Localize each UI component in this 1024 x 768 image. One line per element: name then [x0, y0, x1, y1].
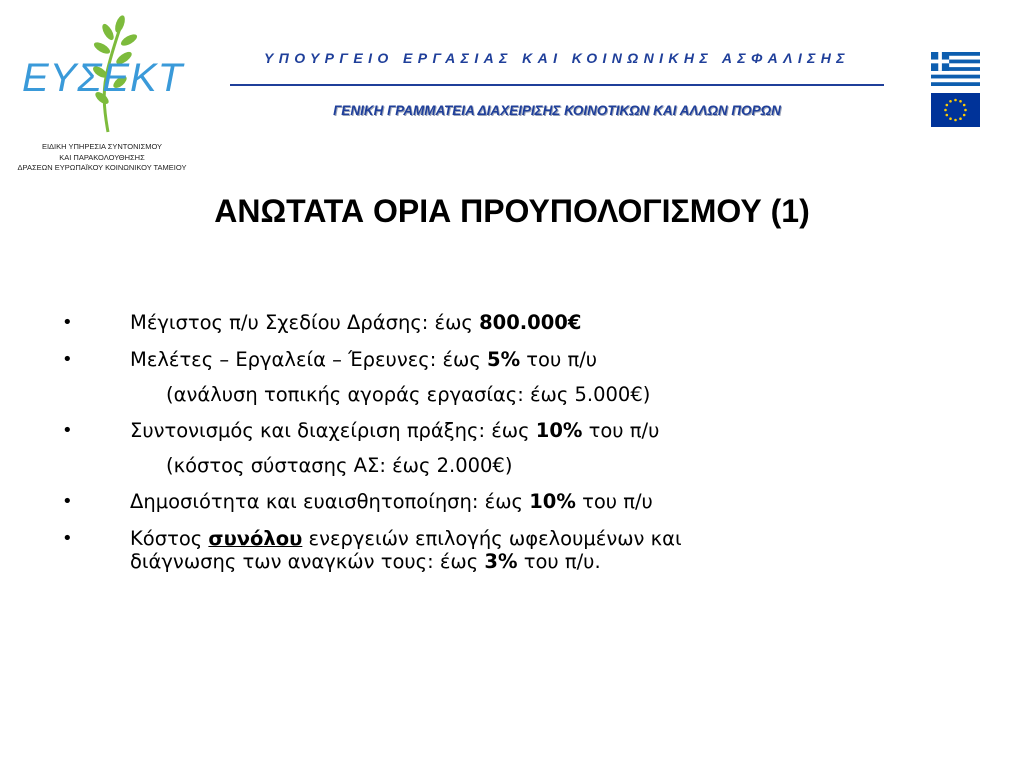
- slide-title: ΑΝΩΤΑΤΑ ΟΡΙΑ ΠΡΟΥΠΟΛΟΓΙΣΜΟΥ (1): [214, 193, 810, 229]
- bullet-list: [60, 308, 960, 584]
- secretariat-heading: ΓΕΝΙΚΗ ΓΡΑΜΜΑΤΕΙΑ ΔΙΑΧΕΙΡΙΣΗΣ ΚΟΙΝΟΤΙΚΩΝ ΚΑΙ ΑΛΛΩΝ ΠΟΡΩΝ: [333, 103, 781, 118]
- item-value: 800.000€: [479, 311, 582, 334]
- bullet-icon: •: [62, 420, 73, 441]
- item-text: του π/υ: [520, 348, 598, 371]
- eu-flag-icon: [931, 93, 980, 127]
- logo: [12, 10, 192, 180]
- list-item: [60, 345, 960, 375]
- item-note: (κόστος σύστασης ΑΣ: έως 2.000€): [166, 454, 513, 477]
- ministry-heading: ΥΠΟΥΡΓΕΙΟ ΕΡΓΑΣΙΑΣ ΚΑΙ ΚΟΙΝΩΝΙΚΗΣ ΑΣΦΑΛΙΣΗΣ: [264, 50, 850, 66]
- bullet-icon: •: [62, 528, 73, 549]
- header-divider: [230, 84, 884, 86]
- item-text: Μελέτες – Εργαλεία – Έρευνες: έως: [130, 348, 487, 371]
- logo-caption-line: ΔΡΑΣΕΩΝ ΕΥΡΩΠΑΪΚΟΥ ΚΟΙΝΩΝΙΚΟΥ ΤΑΜΕΙΟΥ: [17, 163, 187, 172]
- item-text: Κόστος: [130, 527, 209, 550]
- item-value: 10%: [529, 490, 576, 513]
- list-item: [60, 487, 960, 517]
- logo-caption-line: ΚΑΙ ΠΑΡΑΚΟΛΟΥΘΗΣΗΣ: [59, 152, 145, 162]
- logo-wordmark: ΕΥΣΕΚΤ: [22, 56, 184, 100]
- item-text: ενεργειών επιλογής ωφελουμένων και: [302, 527, 682, 550]
- item-text: του π/υ: [582, 419, 660, 442]
- item-text: του π/υ.: [517, 550, 601, 573]
- greek-flag-icon: [931, 52, 980, 86]
- logo-caption: [12, 142, 192, 174]
- list-item: [60, 524, 960, 577]
- logo-caption-line: ΕΙΔΙΚΗ ΥΠΗΡΕΣΙΑ ΣΥΝΤΟΝΙΣΜΟΥ: [41, 142, 163, 151]
- item-text: Δημοσιότητα και ευαισθητοποίηση: έως: [130, 490, 530, 513]
- item-value: 3%: [484, 550, 518, 573]
- item-text: του π/υ: [575, 490, 653, 513]
- item-note: (ανάλυση τοπικής αγοράς εργασίας: έως 5.000€): [166, 383, 651, 406]
- bullet-icon: •: [62, 491, 73, 512]
- item-text: Μέγιστος π/υ Σχεδίου Δράσης: έως: [130, 311, 480, 334]
- item-text: Συντονισμός και διαχείριση πράξης: έως: [130, 419, 536, 442]
- item-value: 10%: [535, 419, 583, 442]
- item-value: 5%: [487, 348, 521, 371]
- bullet-icon: •: [62, 312, 73, 333]
- list-item: [60, 416, 960, 446]
- item-text: διάγνωσης των αναγκών τους: έως: [130, 550, 485, 573]
- bullet-icon: •: [62, 349, 73, 370]
- item-emphasis: συνόλου: [208, 527, 303, 550]
- list-item: [60, 308, 960, 338]
